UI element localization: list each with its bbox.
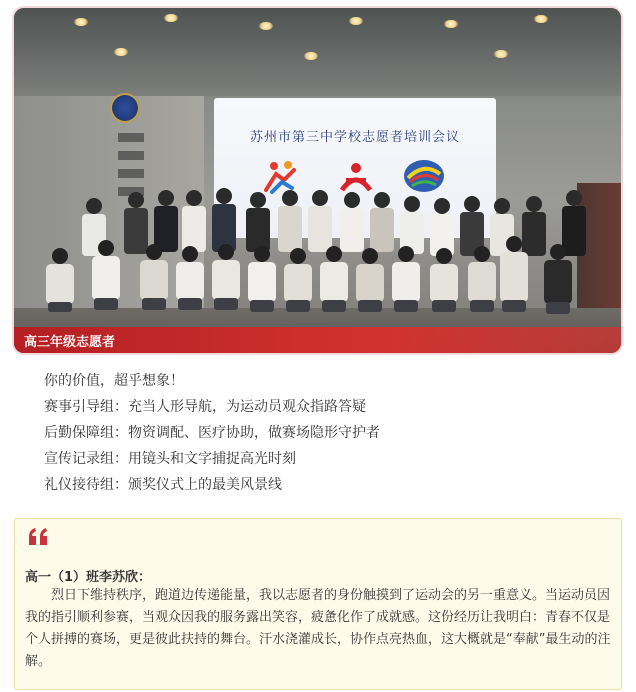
quote-body: 烈日下维持秩序，跑道边传递能量，我以志愿者的身份触摸到了运动会的另一重意义。当运动员因我的指引顺利参赛，当观众因我的服务露出笑容，疲惫化作了成就感。这份经历让我明白：青春不仅是个人拼搏的赛场，更是彼此扶持的舞台。汗水浇灌成长，协作点亮热血，这大概就是“奉献”最生动的注解。 [25, 588, 611, 669]
volunteer-group [14, 8, 621, 353]
student-quote-box [14, 518, 622, 690]
role-item: 后勤保障组：物资调配、医疗协助，做赛场隐形守护者 [44, 425, 380, 441]
roles-intro: 你的价值，超乎想象！ [44, 373, 184, 389]
group-photo [14, 8, 621, 353]
photo-caption: 高三年级志愿者 [24, 335, 116, 350]
quote-author: 高一（1）班李苏欣： [25, 570, 152, 585]
role-item: 礼仪接待组：颁奖仪式上的最美风景线 [44, 477, 282, 493]
role-item: 赛事引导组：充当人形导航，为运动员观众指路答疑 [44, 399, 366, 415]
volunteer-roles-list [44, 368, 380, 498]
photo-caption-bar [14, 327, 621, 353]
screen-title: 苏州市第三中学校志愿者培训会议 [249, 130, 460, 145]
quote-mark-icon [27, 527, 49, 545]
role-item: 宣传记录组：用镜头和文字捕捉高光时刻 [44, 451, 296, 467]
